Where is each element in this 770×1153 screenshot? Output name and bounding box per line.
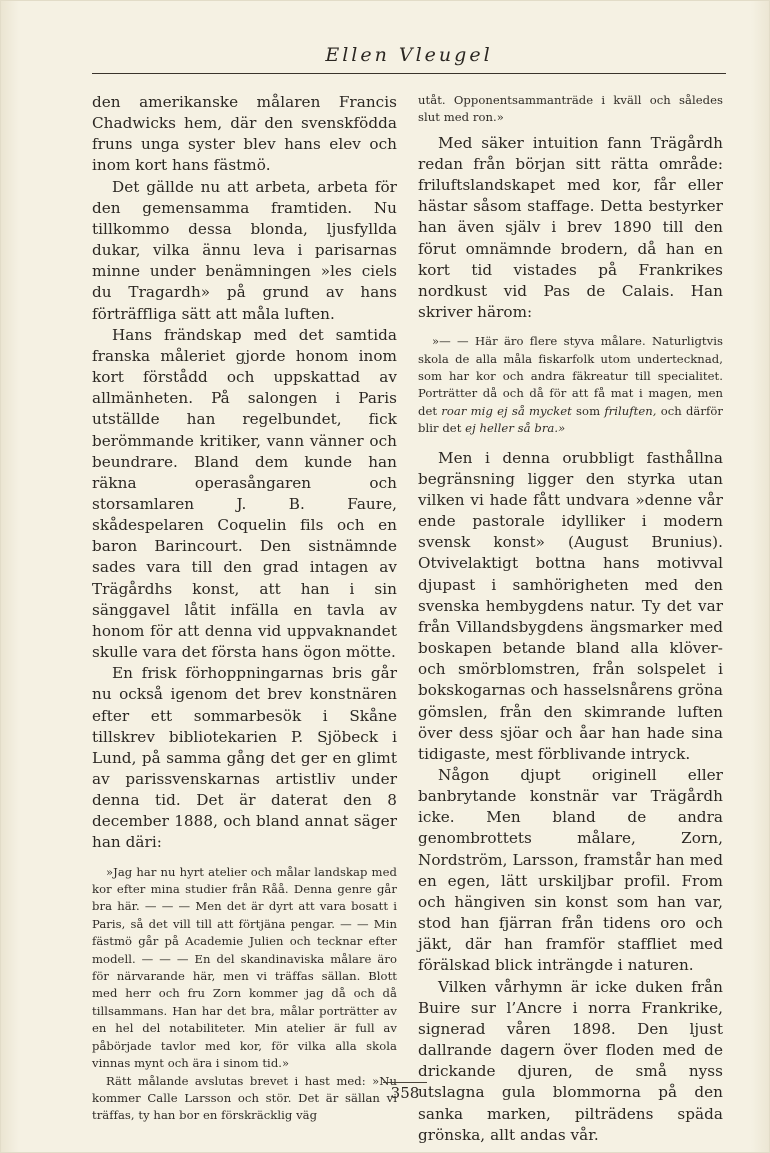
quote-emphasis: roar mig ej så mycket <box>441 403 572 418</box>
quote-text: »— — Här äro flere styva målare. Naturligtvis skola de alla måla fiskarfolk utom undertecknad, som har kor och andra fäkreatur till specialitet. Porträtter då och då för att få mat i magen, men det <box>418 334 723 418</box>
quote-text: som <box>576 403 601 418</box>
paragraph: den amerikanske målaren Francis Chadwicks hem, där den svenskfödda fruns unga syster blev hans elev och inom kort hans fästmö. <box>92 93 397 175</box>
paragraph: Vilken vårhymn är icke duken från Buire sur l’Ancre i norra Frankrike, signerad våren 1898. Den ljust dallrande dagern över floden med de drickande djuren, de små nyss utslagna gula blommorna på den sanka marken, pilträdens späda grönska, allt andas vår. <box>418 977 723 1144</box>
block-quote <box>418 333 723 437</box>
header-rule <box>92 73 726 74</box>
page-number: 358 <box>383 1082 427 1102</box>
quote-text: och därför blir det <box>418 403 723 436</box>
paragraph: Hans frändskap med det samtida franska måleriet gjorde honom inom kort förstådd och uppskattad av allmänheten. På salongen i Paris utställde han regelbundet, fick berömmande kritiker, vann vänner och beundrare. Bland dem kunde han räkna operasångaren och storsamlaren J. B. Faure, skådespelaren Coquelin fils och en baron Barincourt. Den sistnämnde sades vara till den grad intagen av Trägårdhs konst, att han i sin sänggavel låtit infälla en tavla av honom för att denna vid uppvaknandet skulle vara det första hans ögon mötte. <box>92 325 397 662</box>
spacer <box>92 854 397 864</box>
left-column <box>92 92 397 1125</box>
quote-emphasis: ej heller så bra.» <box>465 421 566 436</box>
paragraph: En frisk förhoppningarnas bris går nu också igenom det brev konstnären efter ett sommarbesök i Skåne tillskrev bibliotekarien P. Sjöbeck i Lund, på samma gång det ger en glimt av parissvenskarnas artistliv under denna tid. Det är daterat den 8 december 1888, och bland annat säger han däri: <box>92 664 397 852</box>
paragraph: Det gällde nu att arbeta, arbeta för den gemensamma framtiden. Nu tillkommo dessa blonda, ljusfyllda dukar, vilka ännu leva i parisarnas minne under benämningen »les ciels du Tragardh» på grund av hans förträffliga sätt att måla luften. <box>92 177 397 323</box>
block-quote: Rätt målande avslutas brevet i hast med: »Nu kommer Calle Larsson och stör. Det är sällan vi träffas, ty han bor en förskräcklig väg <box>92 1073 397 1123</box>
block-quote-continued: utåt. Opponentsammanträde i kväll och således slut med ron.» <box>418 93 723 125</box>
right-column <box>418 92 723 1146</box>
paragraph: Någon djupt originell eller banbrytande konstnär var Trägårdh icke. Men bland de andra genombrottets målare, Zorn, Nordström, Larsson, framstår han med en egen, lätt urskiljbar profil. From och hängiven sin konst som han var, stod han fjärran från tidens oro och jäkt, där han framför staffliet med förälskad blick inträngde i naturen. <box>418 766 723 975</box>
paragraph: Med säker intuition fann Trägårdh redan från början sitt rätta område: friluftslandskapet med kor, får eller hästar såsom staffage. Detta bestyrker han även själv i brev 1890 till den förut omnämnde brodern, då han en kort tid vistades på Frankrikes nordkust vid Pas de Calais. Han skriver härom: <box>418 133 723 322</box>
quote-emphasis: friluften, <box>604 403 657 418</box>
spacer <box>418 438 723 448</box>
running-title: Ellen Vleugel <box>325 44 493 66</box>
paragraph: Men i denna orubbligt fasthållna begränsning ligger den styrka utan vilken vi hade fått undvara »denne vår ende pastorale idylliker i modern svensk konst» (August Brunius). Otvivelaktigt bottna hans motivval djupast i samhörigheten med den svenska hembygdens natur. Ty det var från Villandsbygdens ängsmarker med boskapen betande bland alla klöver- och smörblomstren, från solspelet i bokskogarnas och hasselsnårens gröna gömslen, från den skimrande luften över dess sjöar och åar han hade sina tidigaste, mest förblivande intryck. <box>418 448 723 763</box>
spacer <box>418 323 723 333</box>
block-quote: »Jag har nu hyrt atelier och målar landskap med kor efter mina studier från Råå. Denna genre går bra här. — — — Men det är dyrt att vara bosatt i Paris, så det vill till att förtjäna pengar. — — Min fästmö går på Academie Julien och tecknar efter modell. — — — En del skandinaviska målare äro för närvarande här, men vi träffas sällan. Blott med herr och fru Zorn kommer jag då och då tillsammans. Han har det bra, målar porträtter av en hel del notabiliteter. Min atelier är full av påbörjade tavlor med kor, för vilka alla skola vinnas mynt och ära i sinom tid.» <box>92 864 397 1071</box>
